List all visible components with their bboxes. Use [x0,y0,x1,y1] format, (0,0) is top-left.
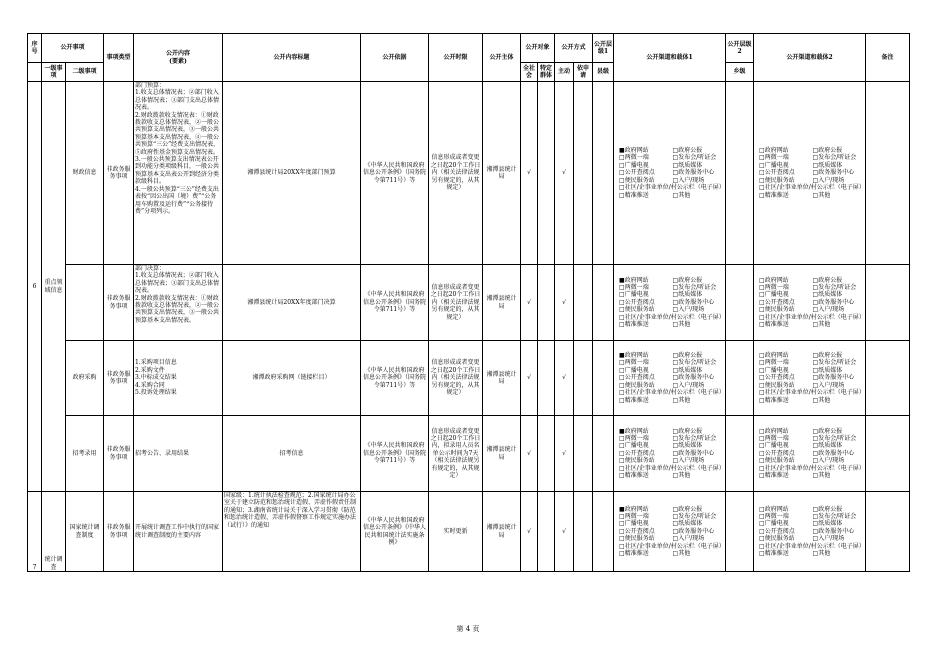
row-level2: 财政信息 [66,82,104,265]
row-type: 非政务服务事项 [104,82,134,265]
row-type: 非政务服务事项 [104,492,134,572]
header-content: 公开内容 (要素) [134,34,223,82]
row-method-active: √ [555,341,574,416]
channel-checkbox-option: □纸质媒体 [812,442,843,450]
channel-checkbox-option: □入户/现场 [812,535,845,543]
row-level2: 政府采购 [66,341,104,416]
channel-checkbox-option: □纸质媒体 [672,442,703,450]
row-time: 信息形成或者变更之日起20个工作日内（相关法律法规另有规定的，从其规定） [429,82,483,265]
channel-checkbox-option: □社区/企事业单位/村公示栏（电子屏） [619,313,725,321]
channel-checkbox-option: □政务服务中心 [672,298,715,306]
channel-checkbox-option: □入户/现场 [812,381,845,389]
channel-checkbox-option: □政务服务中心 [812,374,855,382]
row-level2-cell [726,341,754,416]
channel-checkbox-option: □两微一端 [759,359,789,367]
channel-checkbox-option: □政务服务中心 [672,169,715,177]
row-target-all: √ [521,492,538,572]
row-channel2 [754,341,866,416]
row-title: 湘潭政府采购网（链接栏目） [223,341,361,416]
channel-checkbox-option: □公开查阅点 [759,449,795,457]
row-method-apply [574,82,593,265]
channel-checkbox-option: □便民服务站 [619,535,655,543]
channel-checkbox-option: □政务服务中心 [812,298,855,306]
row-target-specific [538,416,555,492]
channel-checkbox-option: □精准推送 [619,472,649,480]
channel2-checklist [755,506,864,558]
row-basis: 《中华人民共和国政府信息公开条例》（国务院令第711号）等 [361,341,429,416]
channel-checkbox-option: □公开查阅点 [619,169,655,177]
channel-checkbox-option: □政务服务中心 [672,374,715,382]
row-type: 非政务服务事项 [104,416,134,492]
row-level1-cell [593,416,614,492]
row-method-apply [574,341,593,416]
disclosure-table [27,33,910,572]
channel-checkbox-option: □纸质媒体 [812,366,843,374]
row-channel1 [614,82,726,265]
channel-checkbox-option: □其他 [812,396,831,404]
row-target-specific [538,82,555,265]
row-level1-cell [593,492,614,572]
channel-checkbox-option: □政务服务中心 [672,449,715,457]
row-title: 湘潭县统计局20XX年度部门决算 [223,265,361,341]
channel-checkbox-option: □发布会/听证会 [812,434,857,442]
header-method: 公开方式 [555,34,593,63]
channel-checkbox-option: □其他 [672,550,691,558]
channel-checkbox-option: □公开查阅点 [759,298,795,306]
channel-checkbox-option: □入户/现场 [812,306,845,314]
channel-checkbox-option: □公开查阅点 [759,527,795,535]
channel-checkbox-option: □政务服务中心 [812,169,855,177]
row-seq: 7 [28,492,42,572]
header-level1-matter: 一级事项 [42,63,66,82]
row-level1: 重点领域信息 [42,82,66,492]
channel-checkbox-option: □精准推送 [619,396,649,404]
row-channel1 [614,416,726,492]
row-channel2 [754,82,866,265]
channel-checkbox-option: □广播电视 [759,520,789,528]
channel-checkbox-option: □精准推送 [619,321,649,329]
table-header [28,34,910,82]
channel-checkbox-option: ■政府网站 [619,505,649,513]
row-remark [866,492,910,572]
channel-checkbox-option: □入户/现场 [672,535,705,543]
channel-checkbox-option: □政府公报 [812,427,843,435]
channel-checkbox-option: □发布会/听证会 [812,359,857,367]
row-target-specific [538,265,555,341]
page-number: 第 4 页 [456,625,480,633]
row-remark [866,82,910,265]
channel1-checklist [615,352,724,404]
row-subject: 湘潭县统计局 [483,82,521,265]
table-row [28,341,910,416]
channel-checkbox-option: □政府网站 [759,505,789,513]
channel-checkbox-option: □社区/企事业单位/村公示栏（电子屏） [619,389,725,397]
channel-checkbox-option: □入户/现场 [672,457,705,465]
row-target-all: √ [521,265,538,341]
row-time: 信息形成或者变更之日起20个工作日内（相关法律法规另有规定的，从其规定） [429,341,483,416]
channel-checkbox-option: □便民服务站 [619,176,655,184]
channel-checkbox-option: □精准推送 [759,191,789,199]
row-method-active: √ [555,82,574,265]
row-level2-cell [726,82,754,265]
disclosure-table-sheet [27,33,910,572]
row-seq: 6 [28,82,42,492]
channel-checkbox-option: □纸质媒体 [672,366,703,374]
header-target-specific: 特定群体 [538,63,555,82]
header-level2: 公开层级2 [726,34,754,63]
row-content: 1.采购项目信息 2.采购文件 3.中标成交结果 4.采购合同 5.投诉处理结果 [134,341,223,416]
channel-checkbox-option: □广播电视 [619,520,649,528]
header-matter: 公开事项 [42,34,104,63]
channel-checkbox-option: □政府公报 [672,352,703,360]
row-method-apply [574,416,593,492]
row-title: 湘潭县统计局20XX年度部门预算 [223,82,361,265]
row-level2: 招考录用 [66,416,104,492]
channel-checkbox-option: □其他 [812,550,831,558]
row-time: 信息形成或者变更之日起20个工作日内，拟录用人员名单公示时间为7天（相关法律法规另有规定的，从其规定） [429,416,483,492]
channel-checkbox-option: □便民服务站 [759,457,795,465]
channel-checkbox-option: □其他 [812,191,831,199]
channel-checkbox-option: □两微一端 [759,434,789,442]
header-remark: 备注 [866,34,910,82]
channel1-checklist [615,147,724,199]
channel-checkbox-option: □社区/企事业单位/村公示栏（电子屏） [759,313,865,321]
channel-checkbox-option: □纸质媒体 [812,520,843,528]
channel-checkbox-option: □政务服务中心 [812,449,855,457]
channel-checkbox-option: □精准推送 [759,321,789,329]
row-content [134,265,223,341]
header-channel2: 公开渠道和载体2 [754,34,866,82]
channel-checkbox-option: □两微一端 [759,512,789,520]
channel-checkbox-option: □政府网站 [759,427,789,435]
channel-checkbox-option: □精准推送 [619,550,649,558]
header-method-apply: 依申请 [574,63,593,82]
channel2-checklist [755,277,864,329]
channel-checkbox-option: □广播电视 [619,442,649,450]
channel-checkbox-option: □发布会/听证会 [672,154,717,162]
channel-checkbox-option: □精准推送 [619,191,649,199]
row-time: 实时更新 [429,492,483,572]
channel2-checklist [755,428,864,480]
channel-checkbox-option: □发布会/听证会 [812,512,857,520]
row-remark [866,416,910,492]
channel-checkbox-option: □政府公报 [672,427,703,435]
row-basis: 《中华人民共和国政府信息公开条例》（国务院令第711号）等 [361,265,429,341]
row-method-active: √ [555,492,574,572]
header-title: 公开内容标题 [223,34,361,82]
row-content [134,82,223,265]
channel-checkbox-option: □便民服务站 [619,457,655,465]
channel-checkbox-option: □其他 [672,396,691,404]
row-method-apply [574,265,593,341]
channel2-checklist [755,147,864,199]
row-subject: 湘潭县统计局 [483,341,521,416]
channel-checkbox-option: □发布会/听证会 [812,154,857,162]
channel-checkbox-option: □纸质媒体 [672,161,703,169]
row-channel1 [614,265,726,341]
channel-checkbox-option: □纸质媒体 [672,520,703,528]
row-basis: 《中华人民共和国政府信息公开条例》（国务院令第711号）等 [361,82,429,265]
channel-checkbox-option: □纸质媒体 [812,161,843,169]
channel-checkbox-option: □两微一端 [619,154,649,162]
channel-checkbox-option: □入户/现场 [812,457,845,465]
row-remark [866,265,910,341]
channel-checkbox-option: □其他 [672,191,691,199]
channel-checkbox-option: □社区/企事业单位/村公示栏（电子屏） [759,184,865,192]
row-subject: 湘潭县统计局 [483,416,521,492]
channel-checkbox-option: ■政府网站 [619,147,649,155]
channel-checkbox-option: □公开查阅点 [619,527,655,535]
channel-checkbox-option: □社区/企事业单位/村公示栏（电子屏） [759,464,865,472]
channel-checkbox-option: □广播电视 [619,161,649,169]
channel-checkbox-option: □公开查阅点 [619,374,655,382]
channel-checkbox-option: □发布会/听证会 [672,434,717,442]
row-level1-cell [593,341,614,416]
channel-checkbox-option: □两微一端 [619,434,649,442]
channel-checkbox-option: □社区/企事业单位/村公示栏（电子屏） [759,542,865,550]
channel-checkbox-option: □便民服务站 [759,381,795,389]
row-channel1 [614,492,726,572]
row-title: 招考信息 [223,416,361,492]
row-level2-cell [726,492,754,572]
channel-checkbox-option: □发布会/听证会 [672,359,717,367]
row-target-all: √ [521,416,538,492]
header-seq-cont [28,63,42,82]
channel-checkbox-option: □便民服务站 [619,306,655,314]
header-level1-value: 县级 [593,63,614,82]
row-target-specific [538,341,555,416]
channel-checkbox-option: □广播电视 [759,366,789,374]
row-level2-cell [726,416,754,492]
channel-checkbox-option: □社区/企事业单位/村公示栏（电子屏） [759,389,865,397]
channel-checkbox-option: □广播电视 [619,291,649,299]
channel-checkbox-option: □政务服务中心 [812,527,855,535]
channel-checkbox-option: □其他 [672,321,691,329]
channel-checkbox-option: □社区/企事业单位/村公示栏（电子屏） [619,542,725,550]
channel-checkbox-option: □两微一端 [619,283,649,291]
header-level2-matter: 二级事项 [66,63,104,82]
row-time: 信息形成或者变更之日起20个工作日内（相关法律法规另有规定的，从其规定） [429,265,483,341]
header-time-limit: 公开时限 [429,34,483,82]
channel-checkbox-option: □社区/企事业单位/村公示栏（电子屏） [619,464,725,472]
channel-checkbox-option: □发布会/听证会 [672,283,717,291]
channel-checkbox-option: □入户/现场 [812,176,845,184]
row-channel2 [754,492,866,572]
channel-checkbox-option: □便民服务站 [759,535,795,543]
channel-checkbox-option: □精准推送 [759,472,789,480]
row-target-all: √ [521,341,538,416]
header-type: 事项类型 [104,34,134,82]
channel-checkbox-option: □政府公报 [672,147,703,155]
channel-checkbox-option: □广播电视 [759,161,789,169]
channel1-checklist [615,277,724,329]
channel-checkbox-option: ■政府网站 [619,427,649,435]
channel-checkbox-option: □政府网站 [759,147,789,155]
channel-checkbox-option: □精准推送 [759,550,789,558]
header-subject: 公开主体 [483,34,521,82]
channel-checkbox-option: □公开查阅点 [619,449,655,457]
row-level1-cell [593,265,614,341]
header-level1: 公开层级1 [593,34,614,63]
channel-checkbox-option: □发布会/听证会 [672,512,717,520]
row-content-text: 部门预算： 1.收支总体情况表；②部门收入总体情况表；③部门支出总体情况表。 2.财政拨款收支情况表：①财政拨款收支总体情况表，②一般公共预算支出情况表，③一般公共预算基本支出情况表，④一般公共预算“三公”经费支出情况表，⑤政府性基金预算支出情况表。 3.一般公共预算支出情况表公开到功能分类项级科目，一般公共预算基本支出表公开到经济分类款级科目。 4.一般公共预算“三公”经费支出表按“因公出国（境）费”“公务用车购置及运行费”“公务接待费”分项列示。 [135,82,220,215]
channel1-checklist [615,428,724,480]
table-row [28,416,910,492]
channel-checkbox-option: □政府公报 [672,276,703,284]
row-channel2 [754,265,866,341]
row-level1-cell [593,82,614,265]
channel-checkbox-option: □政府公报 [812,352,843,360]
channel-checkbox-option: □入户/现场 [672,306,705,314]
channel-checkbox-option: □政府公报 [812,147,843,155]
header-target-all: 全社会 [521,63,538,82]
header-method-active: 主动 [555,63,574,82]
header-seq: 序号 [28,34,42,63]
row-content: 招考公告、录用结果 [134,416,223,492]
channel-checkbox-option: □广播电视 [619,366,649,374]
channel-checkbox-option: □两微一端 [619,512,649,520]
row-level2: 国家统计调查制度 [66,492,104,572]
channel-checkbox-option: □发布会/听证会 [812,283,857,291]
channel-checkbox-option: □纸质媒体 [672,291,703,299]
channel-checkbox-option: □两微一端 [619,359,649,367]
channel-checkbox-option: □政府网站 [759,352,789,360]
channel-checkbox-option: □其他 [672,472,691,480]
row-target-all: √ [521,82,538,265]
channel-checkbox-option: □便民服务站 [759,306,795,314]
channel-checkbox-option: ■政府网站 [619,276,649,284]
channel-checkbox-option: □政务服务中心 [672,527,715,535]
channel-checkbox-option: □政府公报 [812,505,843,513]
channel2-checklist [755,352,864,404]
row-level1: 统计调查 [42,492,66,572]
row-channel2 [754,416,866,492]
row-method-apply [574,492,593,572]
channel-checkbox-option: □公开查阅点 [619,298,655,306]
channel-checkbox-option: □政府网站 [759,276,789,284]
row-type: 非政务服务事项 [104,265,134,341]
channel-checkbox-option: □其他 [812,321,831,329]
row-content: 开展统计调查工作中执行的国家统计调查制度的主要内容 [134,492,223,572]
row-method-active: √ [555,265,574,341]
channel-checkbox-option: □便民服务站 [619,381,655,389]
channel-checkbox-option: □其他 [812,472,831,480]
channel-checkbox-option: □入户/现场 [672,381,705,389]
header-basis: 公开依据 [361,34,429,82]
header-target: 公开对象 [521,34,555,63]
row-level2-cell [726,265,754,341]
row-basis: 《中华人民共和国政府信息公开条例》《中华人民共和国统计法实施条例》 [361,492,429,572]
channel-checkbox-option: □社区/企事业单位/村公示栏（电子屏） [619,184,725,192]
table-row [28,82,910,265]
channel-checkbox-option: □两微一端 [759,283,789,291]
row-channel1 [614,341,726,416]
channel-checkbox-option: □精准推送 [759,396,789,404]
channel-checkbox-option: □公开查阅点 [759,169,795,177]
table-row [28,492,910,572]
channel1-checklist [615,506,724,558]
row-method-active: √ [555,416,574,492]
row-subject: 湘潭县统计局 [483,492,521,572]
channel-checkbox-option: □广播电视 [759,442,789,450]
row-level2 [66,265,104,341]
row-type: 非政务服务事项 [104,341,134,416]
table-row [28,265,910,341]
header-level2-value: 乡级 [726,63,754,82]
channel-checkbox-option: ■政府网站 [619,352,649,360]
channel-checkbox-option: □便民服务站 [759,176,795,184]
row-target-specific [538,492,555,572]
row-subject: 湘潭县统计局 [483,265,521,341]
channel-checkbox-option: □入户/现场 [672,176,705,184]
row-basis: 《中华人民共和国政府信息公开条例》（国务院令第711号）等 [361,416,429,492]
channel-checkbox-option: □纸质媒体 [812,291,843,299]
row-title: 国家级：1.统计执法检查规范；2.国家统计局办公室关于建立防范和惩治统计造假、弄虚作假责任制的通知；3.湖南省统计局关于深入学习贯彻《防范和惩治统计造假、弄虚作假督察工作规定实施办法（试行）》的通知 [223,492,361,572]
header-channel1: 公开渠道和载体1 [614,34,726,82]
row-remark [866,341,910,416]
row-content-text: 部门决算： 1.收支总体情况表；②部门收入总体情况表；③部门支出总体情况表。 2.财政拨款收支情况表：①财政拨款收支总体情况表，②一般公共预算支出情况表，③一般公共预算基本支出情况表。 [135,265,220,324]
channel-checkbox-option: □两微一端 [759,154,789,162]
channel-checkbox-option: □政府公报 [672,505,703,513]
channel-checkbox-option: □公开查阅点 [759,374,795,382]
channel-checkbox-option: □政府公报 [812,276,843,284]
channel-checkbox-option: □广播电视 [759,291,789,299]
